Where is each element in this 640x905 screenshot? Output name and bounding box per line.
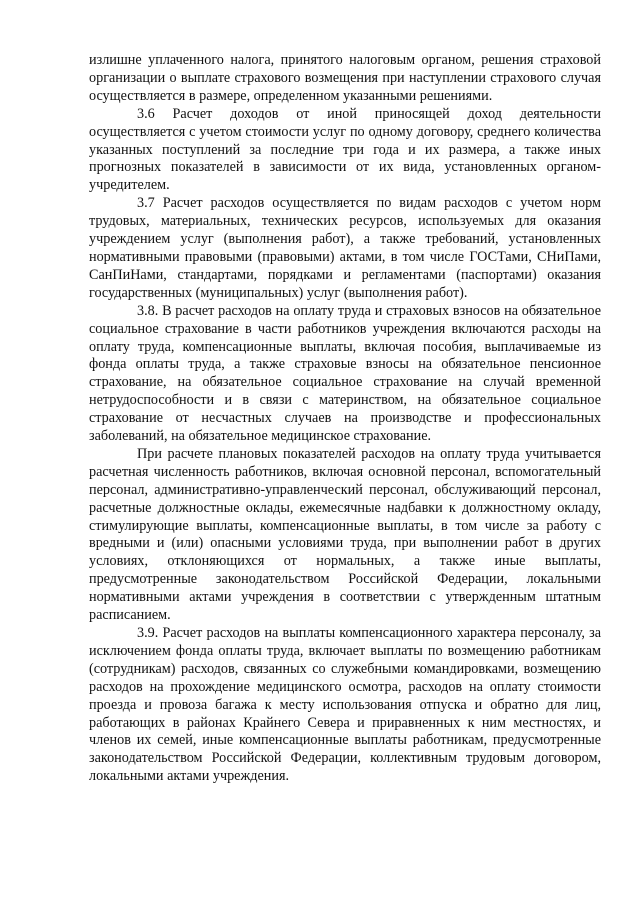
paragraph-3-7: 3.7 Расчет расходов осуществляется по видам расходов с учетом норм трудовых, материальных, технических ресурсов, используемых для оказания учреждением услуг (выполнения работ), а также требований, установленных нормативными правовыми (правовыми) актами, в том числе ГОСТами, СНиПами, СанПиНами, стандартами, порядками и регламентами (паспортами) оказания государственных (муниципальных) услуг (выполнения работ). — [89, 195, 601, 301]
document-body — [89, 52, 601, 786]
paragraph-3-9: 3.9. Расчет расходов на выплаты компенсационного характера персоналу, за исключением фонда оплаты труда, включает выплаты по возмещению работникам (сотрудникам) расходов, связанных со служебными командировками, возмещению расходов на прохождение медицинского осмотра, расходов на оплату стоимости проезда и провоза багажа к месту использования отпуска и обратно для лиц, работающих в районах Крайнего Севера и приравненных к ним местностях, и членов их семей, иные компенсационные выплаты работникам, предусмотренные законодательством Российской Федерации, коллективным трудовым договором, локальными актами учреждения. — [89, 625, 601, 785]
paragraph-continuation: излишне уплаченного налога, принятого налоговым органом, решения страховой организации о выплате страхового возмещения при наступлении страхового случая осуществляется в размере, определенном указанными решениями. — [89, 52, 601, 104]
paragraph-3-8: 3.8. В расчет расходов на оплату труда и страховых взносов на обязательное социальное страхование в части работников учреждения включаются расходы на оплату труда, компенсационные выплаты, включая пособия, выплачиваемые из фонда оплаты труда, а также страховые взносы на обязательное пенсионное страхование, на обязательное социальное страхование на случай временной нетрудоспособности и в связи с материнством, на обязательное социальное страхование от несчастных случаев на производстве и профессиональных заболеваний, на обязательное медицинское страхование. — [89, 302, 601, 445]
paragraph-planned-indicators: При расчете плановых показателей расходов на оплату труда учитывается расчетная численность работников, включая основной персонал, вспомогательный персонал, административно-управленческий персонал, обслуживающий персонал, расчетные должностные оклады, ежемесячные надбавки к должностному окладу, стимулирующие выплаты, компенсационные выплаты, в том числе за работу с вредными и (или) опасными условиями труда, при выполнении работ в других условиях, отклоняющихся от нормальных, а также иные выплаты, предусмотренные законодательством Российской Федерации, локальными нормативными актами учреждения в соответствии с утвержденным штатным расписанием. — [89, 445, 601, 624]
paragraph-3-6: 3.6 Расчет доходов от иной приносящей доход деятельности осуществляется с учетом стоимости услуг по одному договору, среднего количества указанных поступлений за последние три года и их размера, а также иных прогнозных показателей в зависимости от их вида, установленных органом-учредителем. — [89, 105, 601, 194]
